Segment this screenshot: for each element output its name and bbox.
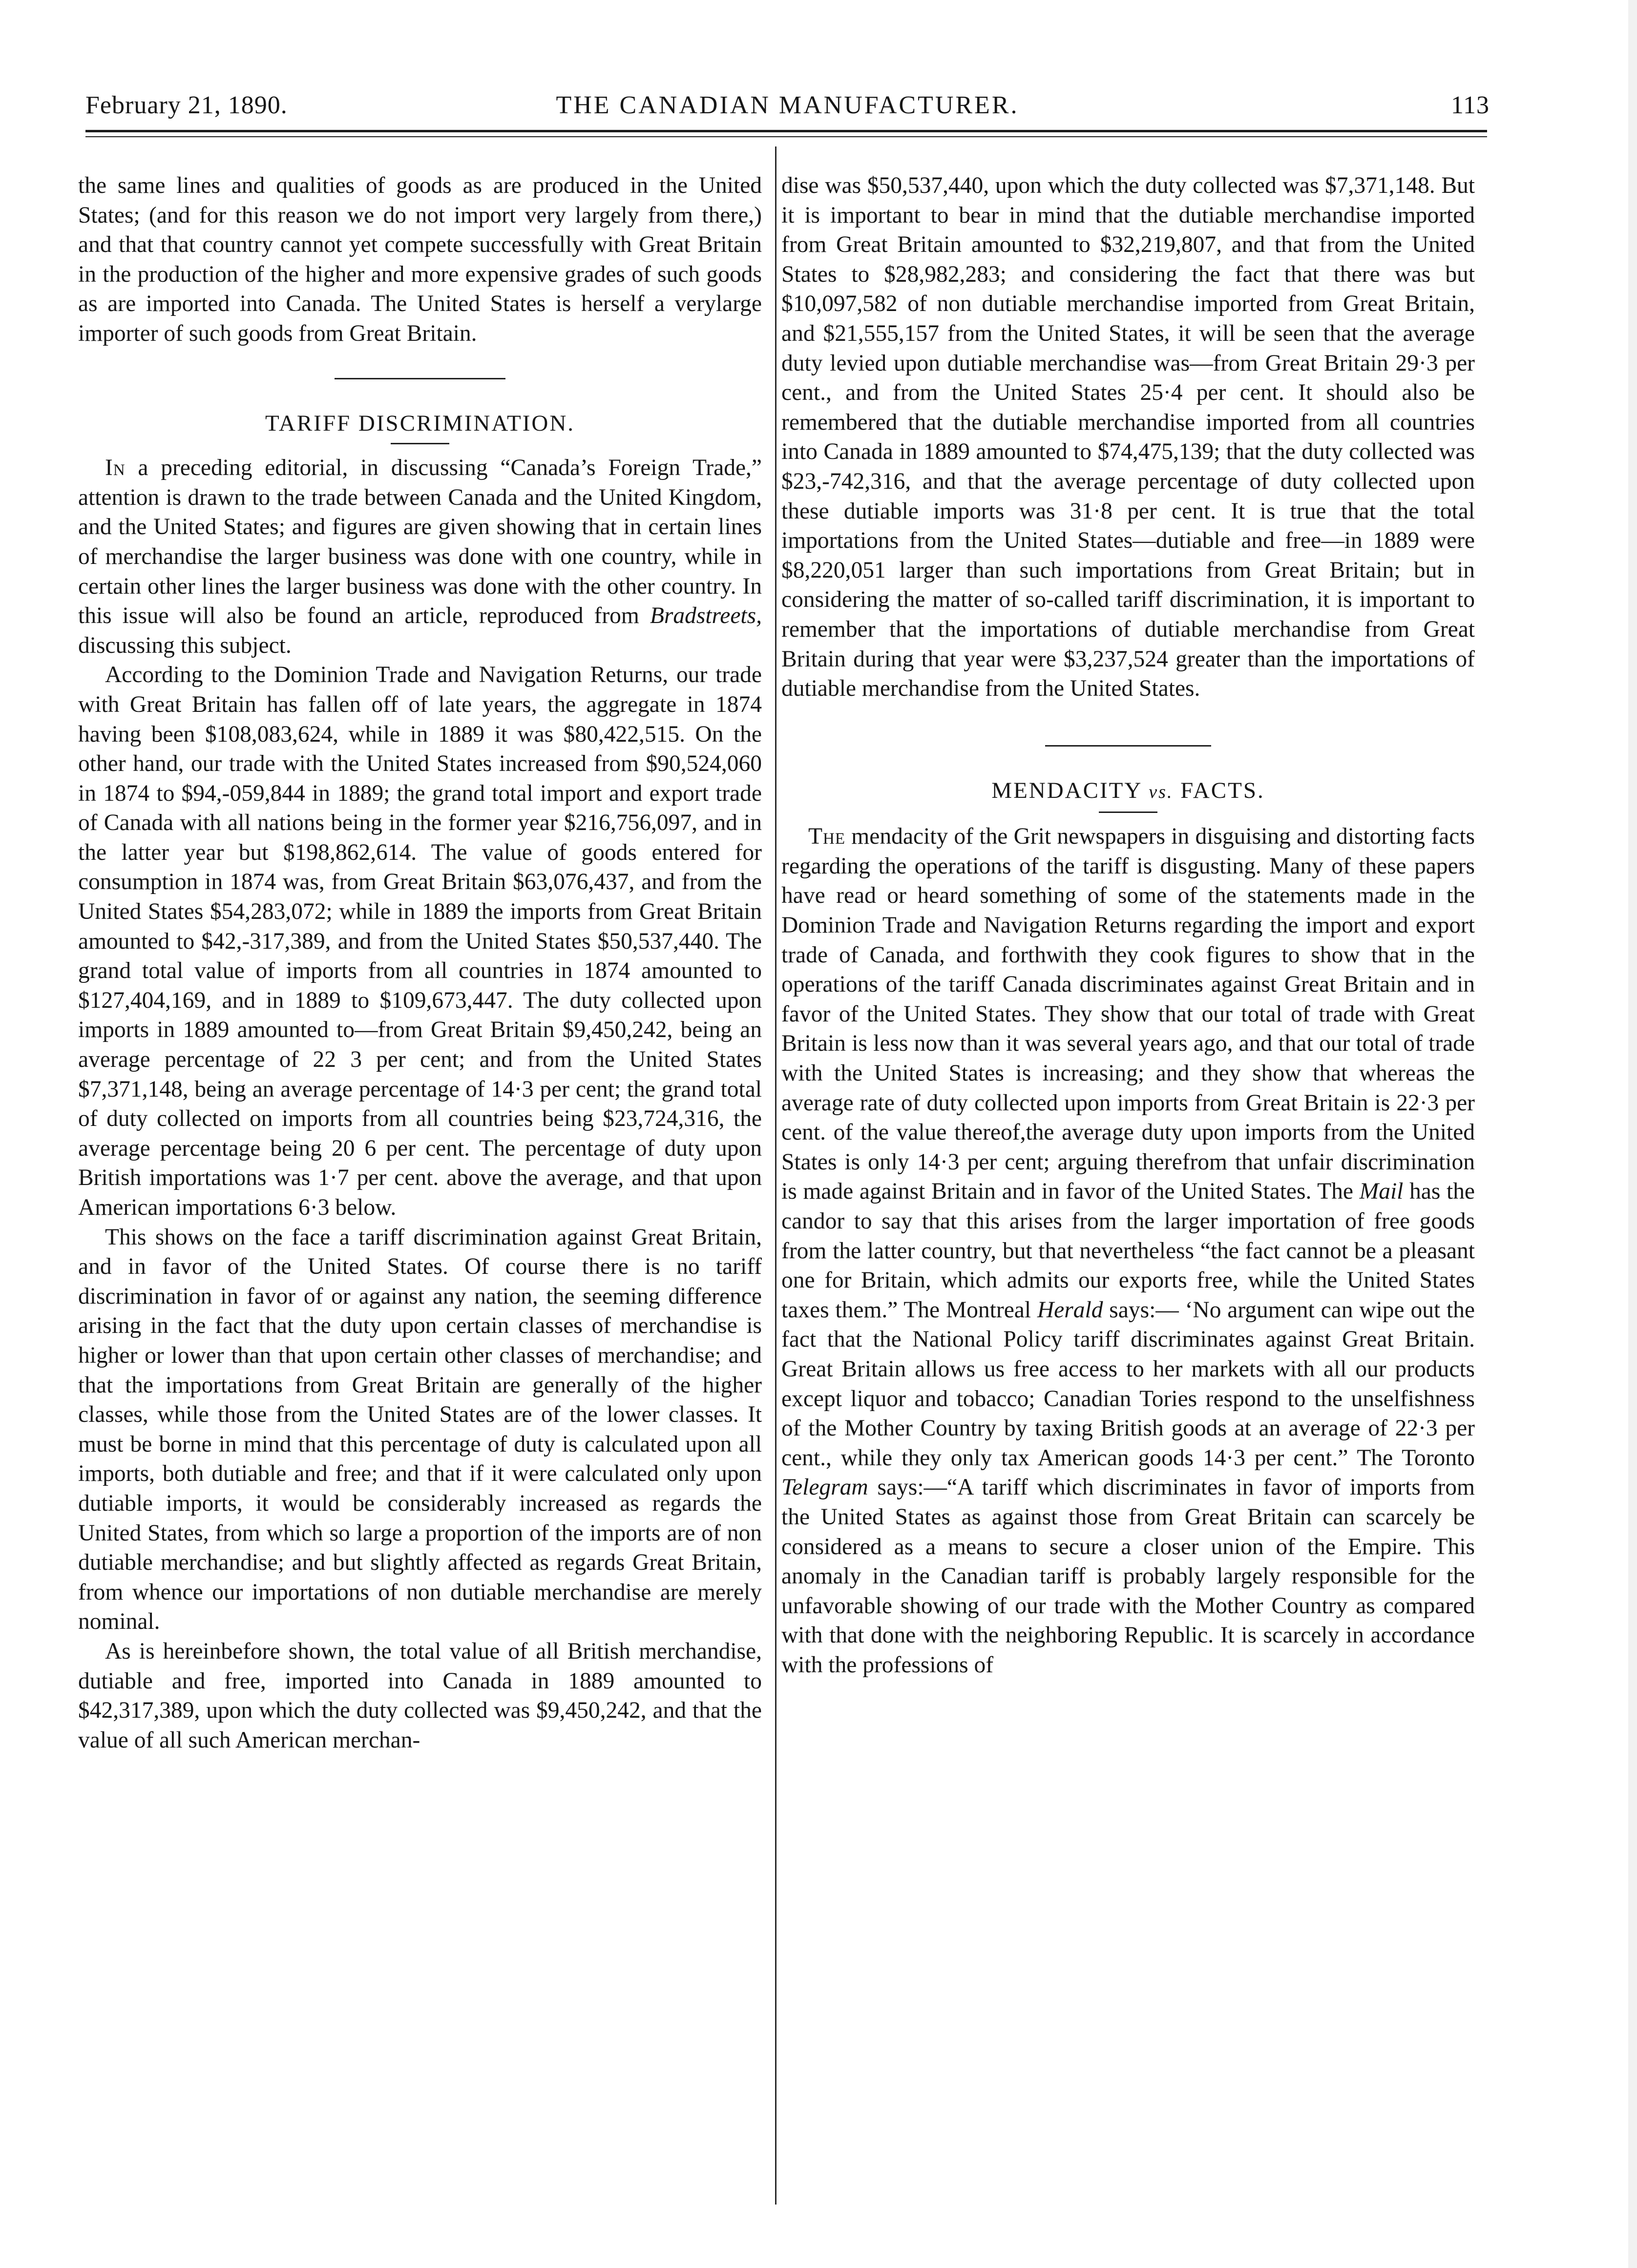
newspaper-name-telegram: Telegram: [781, 1475, 868, 1500]
paragraph-text: says:— ‘No argument can wipe out the fact that the National Policy tariff discriminates against Great Britain. Great Britain allows us free access to her markets with all our products except liquor and tobacco; Canadian Tories respond to the unselfishness of the Mother Country by taxing British goods at an average of 22·3 per cent., while they only tax American goods 14·3 per cent.” The Toronto: [781, 1297, 1475, 1471]
newspaper-name-mail: Mail: [1359, 1179, 1404, 1205]
source-name: Bradstreets,: [650, 603, 762, 629]
tariff-paragraph-continued: dise was $50,537,440, upon which the duty collected was $7,371,148. But it is important to bear in mind that the dutiable merchandise imported from Great Britain amounted to $32,219,807, and that from the United States to $28,982,283; and considering the fact that there was but $10,097,582 of non dutiable merchandise imported from Great Britain, and $21,555,157 from the United States, it will be seen that the average duty levied upon dutiable merchandise was—from Great Britain 29·3 per cent., and from the United States 25·4 per cent. It should also be remembered that the dutiable merchandise imported from all countries into Canada in 1889 amounted to $74,475,139; that the duty collected was $23,-742,316, and that the average percentage of duty collected upon these dutiable imports was 31·8 per cent. It is true that the total importations from the United States—dutiable and free—in 1889 were $8,220,051 larger than such importations from Great Britain; but in considering the matter of so-called tariff discrimination, it is important to remember that the importations of dutiable merchandise from Great Britain during that year were $3,237,524 greater than the importations of dutiable merchandise from the United States.: [781, 173, 1475, 702]
tariff-paragraph-4: As is hereinbefore shown, the total value of all British merchandise, dutiable and free, imported into Canada in 1889 amounted to $42,317,389, upon which the duty collected was $9,450,242, and that the value of all such American merchan-: [78, 1638, 762, 1753]
issue-date: February 21, 1890.: [85, 91, 288, 119]
left-column: [78, 171, 762, 1755]
page-number: 113: [1450, 91, 1490, 119]
paragraph-text: has the candor to say that this arises from the larger importation of free goods from the latter country, but that nevertheless “the fact cannot be a pleasant one for Britain, which admits our exports free, while the United States taxes them.” The Montreal: [781, 1179, 1475, 1323]
article-heading-mendacity: [781, 776, 1475, 807]
heading-text: FACTS.: [1173, 777, 1265, 803]
paragraph-text: a preceding editorial, in discussing “Canada’s Foreign Trade,” attention is drawn to the trade between Canada and the United Kingdom, and the United States; and figures are given showing that in certain lines of merchandise the larger business was done with one country, while in certain other lines the larger business was done with the other country. In this issue will also be found an article, reproduced from: [78, 455, 762, 629]
right-column: [781, 171, 1475, 1680]
running-header: [85, 86, 1490, 125]
paragraph-text: mendacity of the Grit newspapers in disguising and distorting facts regarding the operations of the tariff is disgusting. Many of these papers have read or heard something of some of the statements made in the Dominion Trade and Navigation Returns regarding the import and export trade of Canada, and forthwith they cook figures to show that in the operations of the tariff Canada discriminates against Great Britain and in favor of the United States. They show that our total of trade with Great Britain is less now than it was several years ago, and that our total of trade with the United States is increasing; and they show that whereas the average rate of duty collected upon imports from Great Britain is 22·3 per cent. of the value thereof,the average duty upon imports from the United States is only 14·3 per cent; arguing therefrom that unfair discrimination is made against Britain and in favor of the United States. The: [781, 824, 1475, 1205]
mendacity-paragraph: [781, 822, 1475, 1680]
article-heading-tariff: TARIFF DISCRIMINATION.: [265, 410, 575, 436]
header-rule-thick: [85, 130, 1487, 132]
publication-title: THE CANADIAN MANUFACTURER.: [556, 91, 1019, 119]
continued-paragraph: the same lines and qualities of goods as are produced in the United States; (and for this reason we do not import very largely from there,) and that that country cannot yet compete successfully with Great Britain in the production of the higher and more expensive grades of such goods as are imported into Canada. The United States is herself a verylarge importer of such goods from Great Britain.: [78, 173, 762, 346]
header-rule-thin: [85, 136, 1487, 137]
paragraph-text: says:—“A tariff which discriminates in favor of imports from the United States as against those from Great Britain can scarcely be considered as a means to secure a closer union of the Empire. This anomaly in the Canadian tariff is probably largely responsible for the unfavorable showing of our trade with the Mother Country as compared with that done with the neighboring Republic. It is scarcely in accordance with the professions of: [781, 1475, 1475, 1678]
heading-vs: vs.: [1149, 781, 1174, 802]
tariff-paragraph-1: [78, 453, 762, 660]
newspaper-name-herald: Herald: [1037, 1297, 1103, 1323]
drop-word: The: [808, 824, 846, 850]
column-separator: [775, 146, 777, 2205]
tariff-paragraph-2: According to the Dominion Trade and Navigation Returns, our trade with Great Britain has fallen off of late years, the aggregate in 1874 having been $108,083,624, while in 1889 it was $80,422,515. On the other hand, our trade with the United States increased from $90,524,060 in 1874 to $94,-059,844 in 1889; the grand total import and export trade of Canada with all nations being in the former year $216,756,097, and in the latter year but $198,862,614. The value of goods entered for consumption in 1874 was, from Great Britain $63,076,437, and from the United States $54,283,072; while in 1889 the imports from Great Britain amounted to $42,-317,389, and from the United States $50,537,440. The grand total value of imports from all countries in 1874 amounted to $127,404,169, and in 1889 to $109,673,447. The duty collected upon imports in 1889 amounted to—from Great Britain $9,450,242, being an average percentage of 22 3 per cent; and from the United States $7,371,148, being an average percentage of 14·3 per cent; the grand total of duty collected on imports from all countries being $23,724,316, the average percentage being 20 6 per cent. The percentage of duty upon British importations was 1·7 per cent. above the average, and that upon American importations 6·3 below.: [78, 662, 762, 1220]
tariff-paragraph-3: This shows on the face a tariff discrimination against Great Britain, and in favor of the United States. Of course there is no tariff discrimination in favor of or against any nation, the seeming difference arising in the fact that the duty upon certain classes of merchandise is higher or lower than that upon certain other classes of merchandise; and that the importations from Great Britain are generally of the higher classes, while those from the United States are of the lower classes. It must be borne in mind that this percentage of duty is calculated upon all imports, both dutiable and free; and that if it were calculated only upon dutiable imports, it would be considerably increased as regards the United States, from which so large a proportion of the imports are of non dutiable merchandise; and but slightly affected as regards Great Britain, from whence our importations of non dutiable merchandise are merely nominal.: [78, 1224, 762, 1635]
heading-text: MENDACITY: [991, 777, 1149, 803]
paragraph-text: discussing this subject.: [78, 632, 292, 658]
page-edge: [1628, 0, 1637, 2268]
drop-word: In: [105, 455, 126, 481]
